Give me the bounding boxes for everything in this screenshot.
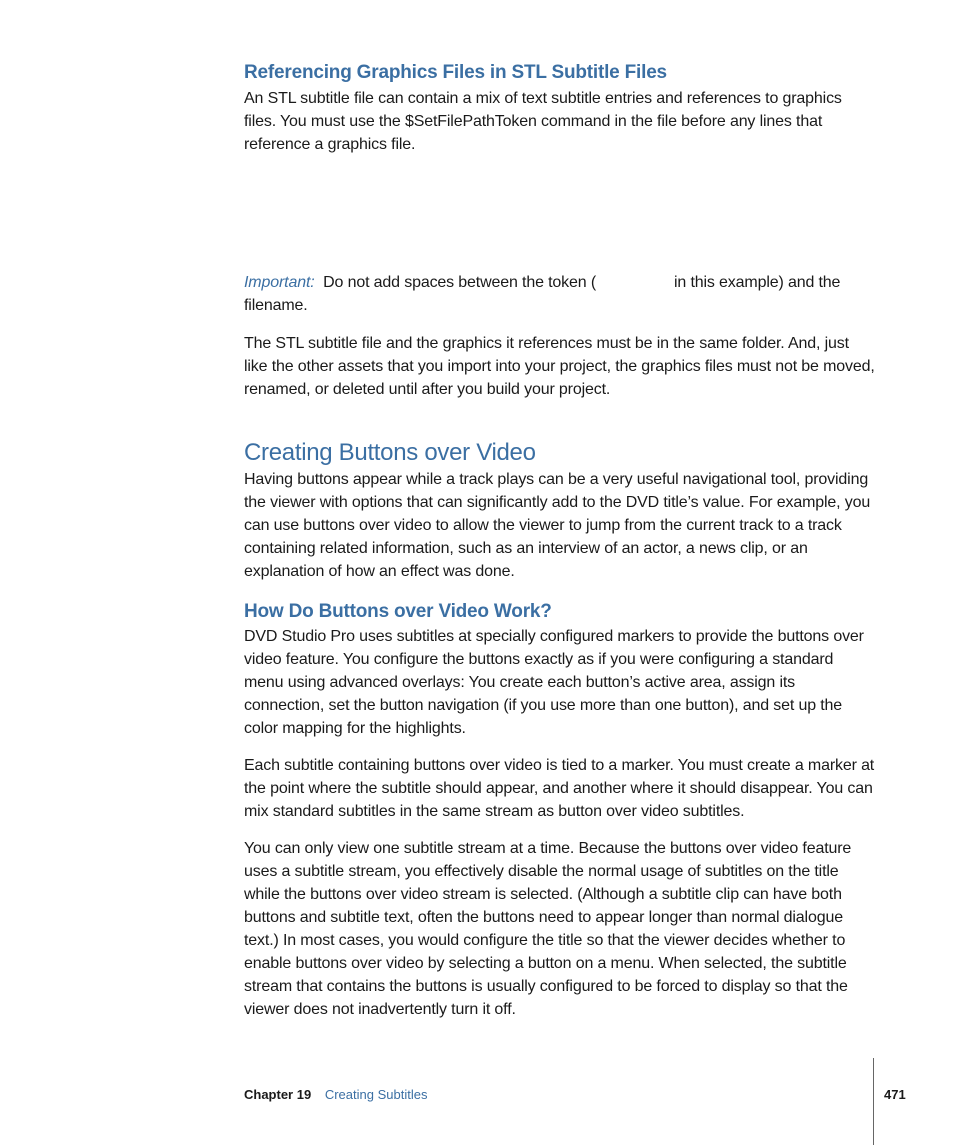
important-label: Important: [244, 274, 315, 291]
paragraph-buttons-intro: Having buttons appear while a track plays can be a very useful navigational tool, providing the viewer with options that can significantly add to the DVD title’s value. For example, you can use buttons over video to allow the viewer to jump from the current track to a track containing related information, such as an interview of an actor, a news clip, or an explanation of how an effect was done. [244, 471, 871, 580]
paragraph-how-work-3: You can only view one subtitle stream at a time. Because the buttons over video feature uses a subtitle stream, you effectively disable the normal usage of subtitles on the title while the buttons over video stream is selected. (Although a subtitle clip can have both buttons and subtitle text, often the buttons need to appear longer than normal dialogue text.) In most cases, you would configure the title so that the viewer decides whether to enable buttons over video by selecting a button on a menu. When selected, the subtitle stream that contains the buttons is usually configured to be forced to display so that the viewer does not inadvertently turn it off. [244, 840, 852, 1018]
section-heading-how-work: How Do Buttons over Video Work? [244, 601, 552, 622]
important-text-after: in this example) and the filename. [244, 274, 841, 314]
important-note [244, 271, 876, 317]
footer-chapter: Chapter 19 [244, 1087, 312, 1102]
section-heading-referencing-graphics: Referencing Graphics Files in STL Subtitle Files [244, 62, 667, 83]
footer-divider [873, 1058, 874, 1145]
paragraph-how-work-2: Each subtitle containing buttons over video is tied to a marker. You must create a marker at the point where the subtitle should appear, and another where it should disappear. You can mix standard subtitles in the same stream as button over video subtitles. [244, 757, 875, 820]
paragraph-same-folder: The STL subtitle file and the graphics it references must be in the same folder. And, just like the other assets that you import into your project, the graphics files must not be moved, renamed, or deleted until after you build your project. [244, 335, 875, 398]
important-text-before: Do not add spaces between the token ( [323, 274, 596, 291]
footer-section-link[interactable]: Creating Subtitles [324, 1087, 428, 1102]
page-footer [244, 1086, 427, 1104]
page-number: 471 [884, 1087, 906, 1102]
paragraph-how-work-1: DVD Studio Pro uses subtitles at specially configured markers to provide the buttons over video feature. You configure the buttons exactly as if you were configuring a standard menu using advanced overlays: You create each button’s active area, assign its connection, set the button navigation (if you use more than one button), and set up the color mapping for the highlights. [244, 628, 864, 737]
paragraph-stl-intro: An STL subtitle file can contain a mix of text subtitle entries and references to graphics files. You must use the $SetFilePathToken command in the file before any lines that reference a graphics file. [244, 90, 842, 153]
section-heading-creating-buttons: Creating Buttons over Video [244, 439, 536, 466]
